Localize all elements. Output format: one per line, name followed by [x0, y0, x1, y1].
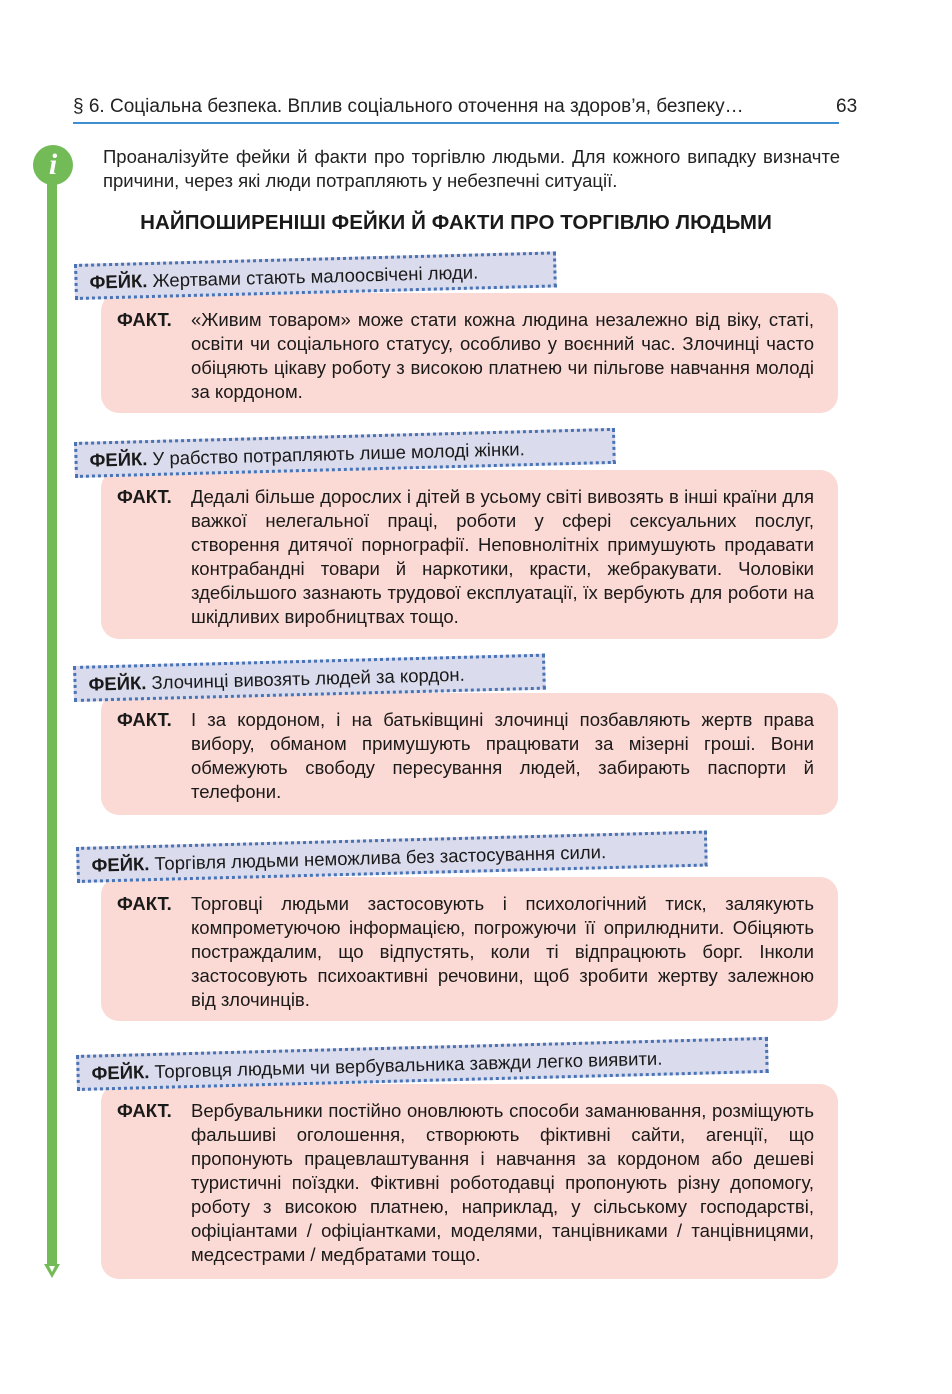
fake-label: ФЕЙК.: [88, 672, 147, 695]
fake-text: У рабство потрапляють лише молоді жінки.: [152, 438, 526, 469]
fake-label: ФЕЙК.: [91, 1061, 150, 1084]
fake-label: ФЕЙК.: [91, 853, 150, 876]
fake-text: Торговця людьми чи вербувальника завжди легко виявити.: [154, 1047, 663, 1082]
fact-label: ФАКТ.: [117, 1100, 172, 1121]
task-intro: Проаналізуйте фейки й факти про торгівлю людьми. Для кожного випадку визначте причини, через які люди потрапляють у небезпечні ситуації.: [103, 146, 840, 191]
running-header-title: § 6. Соціальна безпека. Вплив соціального оточення на здоров’я, безпеку…: [73, 96, 744, 117]
fake-label: ФЕЙК.: [89, 270, 148, 293]
fake-text: Торгівля людьми неможлива без застосування сили.: [154, 841, 607, 874]
info-i-icon: i: [33, 145, 73, 185]
fact-text: Дедалі більше дорослих і дітей в усьому світі вивозять в інші країни для важкої нелегальної праці, роботи у сфері сексуальних послуг, створення дитячої порнографії. Неповнолітніх примушують продавати контрабандні товари й наркотики, красти, жебракувати. Чоловіки здебільшого зазнають трудової експлуатації, їх вербують для роботи на шкідливих виробництвах тощо.: [191, 486, 814, 627]
fake-text: Злочинці вивозять людей за кордон.: [151, 663, 466, 693]
fact-label: ФАКТ.: [117, 709, 172, 730]
fact-text: «Живим товаром» може стати кожна людина незалежно від віку, статі, освіти чи соціального статусу, особливо у воєнний час. Злочинці часто обіцяють цікаву роботу з високою платнею чи пільгове навчання молоді за кордоном.: [191, 309, 814, 402]
fake-banner: [76, 830, 708, 883]
fact-label: ФАКТ.: [117, 486, 172, 507]
fact-label: ФАКТ.: [117, 309, 172, 330]
info-sidebar-line: [47, 180, 57, 1265]
page-number: 63: [836, 96, 858, 117]
fact-label: ФАКТ.: [117, 893, 172, 914]
fact-text: Вербувальники постійно оновлюють способи заманювання, розміщують фальшиві оголошення, створюють фіктивні сайти, агенції, що пропонують працевлаштування і навчання за кордоном або дешеві туристичні поїздки. Фіктивні роботодавці пропонують різну допомогу, роботу з високою платнею, наприклад, у сільському господарстві, офіціантами / офіціантками, моделями, танцівниками / танцівницями, медсестрами / медбратами тощо.: [191, 1100, 814, 1265]
fake-label: ФЕЙК.: [89, 448, 148, 471]
fact-text: І за кордоном, і на батьківщині злочинці позбавляють жертв права вибору, обманом примушують працювати за мізерні гроші. Вони обмежують свободу пересування людей, забирають паспорти й телефони.: [191, 709, 814, 802]
fake-banner: [76, 1037, 769, 1091]
fake-text: Жертвами стають малоосвічені люди.: [152, 261, 479, 291]
header-divider: [73, 122, 839, 124]
fact-text: Торговці людьми застосовують і психологічний тиск, залякують компрометуючою інформацією, погрожуючи її оприлюднити. Обіцяють постраждалим, що відпустять, коли ті відпрацюють борг. Інколи застосовують психоактивні речовини, щоб зробити жертву залежною від злочинців.: [191, 893, 814, 1010]
section-title: НАЙПОШИРЕНІШІ ФЕЙКИ Й ФАКТИ ПРО ТОРГІВЛЮ ЛЮДЬМИ: [140, 211, 772, 234]
arrow-down-icon-inner: [49, 1266, 55, 1272]
